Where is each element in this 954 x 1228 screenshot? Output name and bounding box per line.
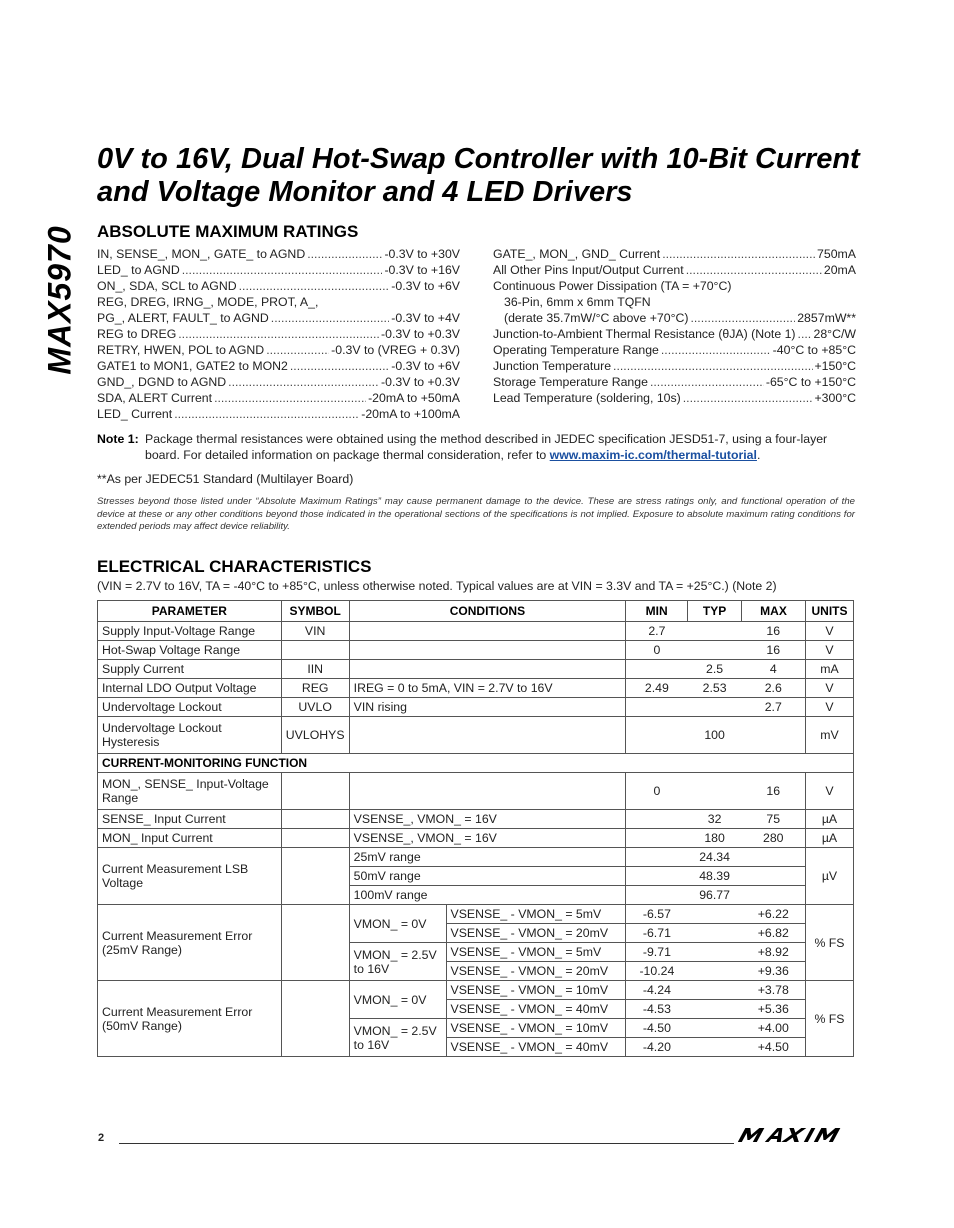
- conditions-cell: [349, 660, 626, 679]
- rating-name: LED_ Current: [97, 407, 173, 421]
- param-cell: SENSE_ Input Current: [98, 810, 282, 829]
- conditions-cell: [349, 641, 626, 660]
- conditions-cell: [349, 773, 626, 810]
- symbol-cell: [281, 773, 349, 810]
- rating-row: [97, 278, 460, 294]
- min-cell: [626, 717, 688, 754]
- typ-cell: 48.39: [688, 867, 742, 886]
- table-row: [98, 981, 854, 1000]
- rating-value: -0.3V to +0.3V: [381, 327, 460, 341]
- leader-dots: [239, 278, 390, 294]
- max-cell: 16: [742, 773, 806, 810]
- conditions-cell: [349, 717, 626, 754]
- conditions-cell: VSENSE_, VMON_ = 16V: [349, 810, 626, 829]
- amr-right-column: [493, 246, 856, 406]
- rating-value: -65°C to +150°C: [765, 375, 856, 389]
- rating-name: Storage Temperature Range: [493, 375, 648, 389]
- amr-left-column: [97, 246, 460, 422]
- rating-value: -0.3V to +6V: [391, 359, 460, 373]
- table-header-row: [98, 601, 854, 622]
- typ-cell: [688, 924, 742, 943]
- max-cell: 4: [742, 660, 806, 679]
- rating-row: [493, 278, 856, 294]
- leader-dots: [174, 406, 359, 422]
- rating-name: GATE_, MON_, GND_ Current: [493, 247, 661, 261]
- typ-cell: [688, 943, 742, 962]
- leader-dots: [662, 246, 815, 262]
- rating-value: -0.3V to +4V: [391, 311, 460, 325]
- conditions-cell: VSENSE_ - VMON_ = 20mV: [446, 962, 626, 981]
- conditions-cell: VSENSE_ - VMON_ = 10mV: [446, 1019, 626, 1038]
- min-cell: -4.50: [626, 1019, 688, 1038]
- rating-row: [493, 310, 856, 326]
- table-row: [98, 905, 854, 924]
- max-cell: [742, 867, 806, 886]
- rating-name: Junction Temperature: [493, 359, 612, 373]
- param-cell: Supply Input-Voltage Range: [98, 622, 282, 641]
- units-cell: mV: [805, 717, 853, 754]
- max-cell: +8.92: [742, 943, 806, 962]
- rating-name: Junction-to-Ambient Thermal Resistance (θJA) (Note 1): [493, 327, 796, 341]
- rating-row: [97, 342, 460, 358]
- typ-cell: [688, 962, 742, 981]
- param-cell: Current Measurement Error (50mV Range): [98, 981, 282, 1057]
- ec-conditions: (VIN = 2.7V to 16V, TA = -40°C to +85°C, unless otherwise noted. Typical values are at VIN = 3.3V and TA = +25°C.) (Note 2): [97, 579, 777, 593]
- rating-name: GND_, DGND to AGND: [97, 375, 227, 389]
- rating-value: 750mA: [817, 247, 856, 261]
- typ-cell: [688, 1000, 742, 1019]
- rating-name: REG to DREG: [97, 327, 177, 341]
- table-row: [98, 660, 854, 679]
- table-row: [98, 622, 854, 641]
- units-cell: V: [805, 679, 853, 698]
- symbol-cell: [281, 810, 349, 829]
- typ-cell: 2.53: [688, 679, 742, 698]
- min-cell: [626, 829, 688, 848]
- rating-row: [97, 358, 460, 374]
- symbol-cell: [281, 905, 349, 981]
- symbol-cell: UVLOHYS: [281, 717, 349, 754]
- condition-group: VMON_ = 0V: [349, 981, 446, 1019]
- units-cell: V: [805, 641, 853, 660]
- leader-dots: [271, 310, 390, 326]
- max-cell: +5.36: [742, 1000, 806, 1019]
- max-cell: +4.50: [742, 1038, 806, 1057]
- header-symbol: SYMBOL: [281, 601, 349, 622]
- min-cell: [626, 848, 688, 867]
- rating-name: All Other Pins Input/Output Current: [493, 263, 684, 277]
- condition-group: VMON_ = 2.5V to 16V: [349, 1019, 446, 1057]
- param-cell: MON_, SENSE_ Input-Voltage Range: [98, 773, 282, 810]
- rating-name: Continuous Power Dissipation (TA = +70°C): [493, 279, 732, 293]
- param-cell: Internal LDO Output Voltage: [98, 679, 282, 698]
- electrical-characteristics-table: [97, 600, 854, 1057]
- min-cell: -4.24: [626, 981, 688, 1000]
- rating-value: +300°C: [814, 391, 856, 405]
- footer-rule: [119, 1143, 734, 1144]
- min-cell: 0: [626, 773, 688, 810]
- typ-cell: 96.77: [688, 886, 742, 905]
- leader-dots: [686, 262, 822, 278]
- param-cell: Hot-Swap Voltage Range: [98, 641, 282, 660]
- condition-group: VMON_ = 2.5V to 16V: [349, 943, 446, 981]
- rating-name: IN, SENSE_, MON_, GATE_ to AGND: [97, 247, 306, 261]
- rating-value: -0.3V to +0.3V: [381, 375, 460, 389]
- min-cell: 2.7: [626, 622, 688, 641]
- units-cell: V: [805, 622, 853, 641]
- min-cell: [626, 867, 688, 886]
- max-cell: [742, 848, 806, 867]
- min-cell: -10.24: [626, 962, 688, 981]
- conditions-cell: VIN rising: [349, 698, 626, 717]
- rating-row: [97, 294, 460, 310]
- page-title: 0V to 16V, Dual Hot-Swap Controller with 10-Bit Current and Voltage Monitor and 4 LED Drivers: [97, 143, 860, 208]
- max-cell: +6.22: [742, 905, 806, 924]
- header-max: MAX: [742, 601, 806, 622]
- rating-value: 28°C/W: [813, 327, 856, 341]
- rating-row: [493, 342, 856, 358]
- leader-dots: [690, 310, 795, 326]
- leader-dots: [178, 326, 379, 342]
- table-row: [98, 679, 854, 698]
- leader-dots: [650, 374, 764, 390]
- symbol-cell: REG: [281, 679, 349, 698]
- conditions-cell: 100mV range: [349, 886, 626, 905]
- rating-row: [97, 406, 460, 422]
- max-cell: 75: [742, 810, 806, 829]
- conditions-cell: VSENSE_ - VMON_ = 40mV: [446, 1038, 626, 1057]
- typ-cell: [688, 773, 742, 810]
- stress-disclaimer: Stresses beyond those listed under “Absolute Maximum Ratings” may cause permanent damage to the device. These are stress ratings only, and functional operation of the device at these or any other conditions beyond those indicated in the operational sections of the specifications is not implied. Exposure to absolute maximum rating conditions for extended periods may affect device reliability.: [97, 496, 855, 532]
- rating-row: [97, 246, 460, 262]
- leader-dots: [228, 374, 379, 390]
- param-cell: MON_ Input Current: [98, 829, 282, 848]
- conditions-cell: VSENSE_ - VMON_ = 40mV: [446, 1000, 626, 1019]
- rating-name: RETRY, HWEN, POL to AGND: [97, 343, 265, 357]
- min-cell: [626, 886, 688, 905]
- rating-row: [493, 358, 856, 374]
- rating-value: -0.3V to +6V: [391, 279, 460, 293]
- param-cell: Undervoltage Lockout: [98, 698, 282, 717]
- units-cell: % FS: [805, 981, 853, 1057]
- conditions-cell: VSENSE_ - VMON_ = 20mV: [446, 924, 626, 943]
- header-min: MIN: [626, 601, 688, 622]
- page-number: 2: [98, 1132, 105, 1144]
- section-title: CURRENT-MONITORING FUNCTION: [98, 754, 854, 773]
- typ-cell: 32: [688, 810, 742, 829]
- table-row: [98, 773, 854, 810]
- maxim-logo: [738, 1126, 856, 1144]
- note-end: .: [756, 448, 761, 462]
- units-cell: µV: [805, 848, 853, 905]
- typ-cell: 24.34: [688, 848, 742, 867]
- rating-value: -0.3V to (VREG + 0.3V): [331, 343, 460, 357]
- rating-name: GATE1 to MON1, GATE2 to MON2: [97, 359, 288, 373]
- typ-cell: [688, 622, 742, 641]
- table-row: [98, 717, 854, 754]
- rating-row: [97, 374, 460, 390]
- min-cell: -9.71: [626, 943, 688, 962]
- rating-name: (derate 35.7mW/°C above +70°C): [504, 311, 689, 325]
- rating-name: PG_, ALERT, FAULT_ to AGND: [97, 311, 269, 325]
- min-cell: -6.57: [626, 905, 688, 924]
- rating-row: [493, 262, 856, 278]
- min-cell: [626, 660, 688, 679]
- leader-dots: [683, 390, 813, 406]
- min-cell: 0: [626, 641, 688, 660]
- typ-cell: 180: [688, 829, 742, 848]
- table-row: [98, 829, 854, 848]
- symbol-cell: [281, 829, 349, 848]
- rating-row: [493, 294, 856, 310]
- rating-value: -40°C to +85°C: [772, 343, 856, 357]
- note-1: [97, 431, 855, 463]
- rating-name: ON_, SDA, SCL to AGND: [97, 279, 237, 293]
- typ-cell: [688, 1038, 742, 1057]
- rating-name: Lead Temperature (soldering, 10s): [493, 391, 681, 405]
- rating-value: 20mA: [823, 263, 856, 277]
- note-text: Package thermal resistances were obtained using the method described in JEDEC specification JESD51-7, using a four-layer board. For detailed information on package thermal consideration, refer to: [145, 432, 828, 462]
- max-cell: 280: [742, 829, 806, 848]
- leader-dots: [214, 390, 366, 406]
- typ-cell: 2.5: [688, 660, 742, 679]
- header-typ: TYP: [688, 601, 742, 622]
- note-jedec: **As per JEDEC51 Standard (Multilayer Board): [97, 472, 354, 486]
- table-row: [98, 848, 854, 867]
- max-cell: +4.00: [742, 1019, 806, 1038]
- rating-row: [493, 374, 856, 390]
- conditions-cell: VSENSE_ - VMON_ = 5mV: [446, 943, 626, 962]
- note-body: [145, 431, 855, 463]
- leader-dots: [266, 342, 329, 358]
- rating-value: +150°C: [814, 359, 856, 373]
- rating-row: [97, 326, 460, 342]
- rating-row: [97, 310, 460, 326]
- typ-cell: [688, 905, 742, 924]
- max-cell: [742, 886, 806, 905]
- rating-value: 2857mW**: [797, 311, 856, 325]
- param-cell: Supply Current: [98, 660, 282, 679]
- max-cell: [742, 717, 806, 754]
- conditions-cell: IREG = 0 to 5mA, VIN = 2.7V to 16V: [349, 679, 626, 698]
- rating-value: -0.3V to +16V: [384, 263, 460, 277]
- units-cell: % FS: [805, 905, 853, 981]
- leader-dots: [613, 358, 812, 374]
- rating-row: [493, 246, 856, 262]
- max-cell: +9.36: [742, 962, 806, 981]
- min-cell: -6.71: [626, 924, 688, 943]
- typ-cell: 100: [688, 717, 742, 754]
- symbol-cell: [281, 848, 349, 905]
- param-cell: Undervoltage Lockout Hysteresis: [98, 717, 282, 754]
- rating-name: Operating Temperature Range: [493, 343, 659, 357]
- table-row: [98, 810, 854, 829]
- min-cell: [626, 698, 688, 717]
- condition-group: VMON_ = 0V: [349, 905, 446, 943]
- rating-row: [493, 326, 856, 342]
- rating-name: LED_ to AGND: [97, 263, 180, 277]
- rating-value: -20mA to +100mA: [361, 407, 460, 421]
- rating-row: [97, 390, 460, 406]
- header-units: UNITS: [805, 601, 853, 622]
- rating-row: [97, 262, 460, 278]
- header-parameter: PARAMETER: [98, 601, 282, 622]
- rating-value: -0.3V to +30V: [384, 247, 460, 261]
- units-cell: V: [805, 773, 853, 810]
- rating-row: [493, 390, 856, 406]
- table-row: [98, 698, 854, 717]
- leader-dots: [661, 342, 771, 358]
- min-cell: 2.49: [626, 679, 688, 698]
- units-cell: µA: [805, 829, 853, 848]
- units-cell: µA: [805, 810, 853, 829]
- rating-name: REG, DREG, IRNG_, MODE, PROT, A_,: [97, 295, 319, 309]
- units-cell: V: [805, 698, 853, 717]
- conditions-cell: VSENSE_ - VMON_ = 5mV: [446, 905, 626, 924]
- symbol-cell: UVLO: [281, 698, 349, 717]
- typ-cell: [688, 698, 742, 717]
- typ-cell: [688, 981, 742, 1000]
- typ-cell: [688, 641, 742, 660]
- table-row: [98, 641, 854, 660]
- symbol-cell: [281, 641, 349, 660]
- leader-dots: [182, 262, 383, 278]
- conditions-cell: [349, 622, 626, 641]
- side-part-number: MAX5970: [41, 225, 78, 375]
- section-row: [98, 754, 854, 773]
- rating-name: 36-Pin, 6mm x 6mm TQFN: [504, 295, 651, 309]
- max-cell: +3.78: [742, 981, 806, 1000]
- min-cell: -4.53: [626, 1000, 688, 1019]
- units-cell: mA: [805, 660, 853, 679]
- symbol-cell: VIN: [281, 622, 349, 641]
- max-cell: 16: [742, 641, 806, 660]
- param-cell: Current Measurement Error (25mV Range): [98, 905, 282, 981]
- header-conditions: CONDITIONS: [349, 601, 626, 622]
- thermal-tutorial-link[interactable]: www.maxim-ic.com/thermal-tutorial: [549, 448, 757, 462]
- conditions-cell: VSENSE_ - VMON_ = 10mV: [446, 981, 626, 1000]
- rating-value: -20mA to +50mA: [368, 391, 460, 405]
- conditions-cell: 25mV range: [349, 848, 626, 867]
- amr-heading: ABSOLUTE MAXIMUM RATINGS: [97, 222, 359, 241]
- note-label: Note 1:: [97, 432, 139, 446]
- leader-dots: [798, 326, 812, 342]
- typ-cell: [688, 1019, 742, 1038]
- symbol-cell: [281, 981, 349, 1057]
- conditions-cell: VSENSE_, VMON_ = 16V: [349, 829, 626, 848]
- max-cell: 2.7: [742, 698, 806, 717]
- leader-dots: [307, 246, 382, 262]
- ec-heading: ELECTRICAL CHARACTERISTICS: [97, 557, 372, 576]
- max-cell: +6.82: [742, 924, 806, 943]
- rating-name: SDA, ALERT Current: [97, 391, 213, 405]
- min-cell: -4.20: [626, 1038, 688, 1057]
- leader-dots: [290, 358, 389, 374]
- max-cell: 16: [742, 622, 806, 641]
- symbol-cell: IIN: [281, 660, 349, 679]
- max-cell: 2.6: [742, 679, 806, 698]
- min-cell: [626, 810, 688, 829]
- conditions-cell: 50mV range: [349, 867, 626, 886]
- param-cell: Current Measurement LSB Voltage: [98, 848, 282, 905]
